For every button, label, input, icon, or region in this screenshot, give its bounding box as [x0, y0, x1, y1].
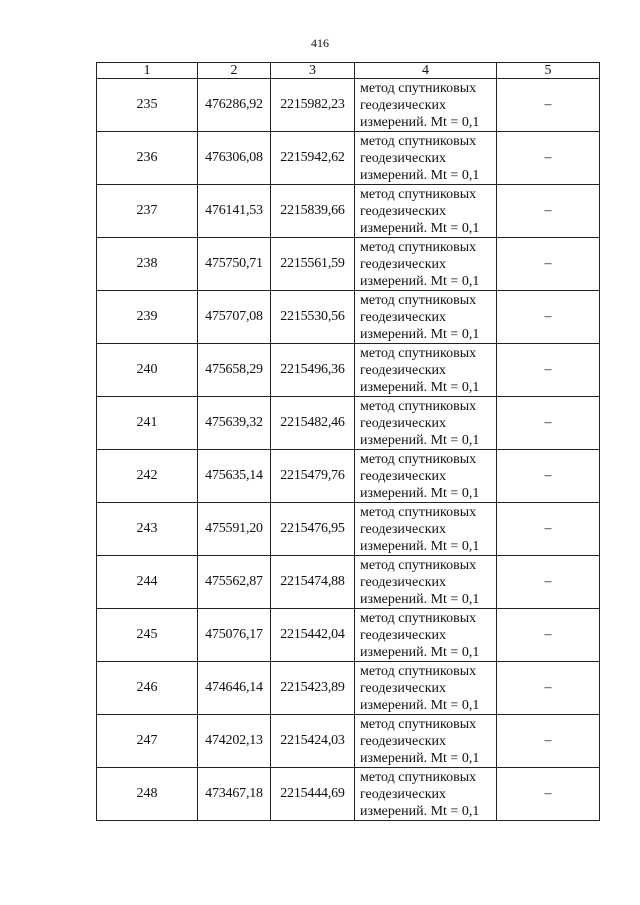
method-line: метод спутниковых: [360, 663, 477, 679]
point-number-cell: 239: [97, 291, 198, 344]
note-cell: –: [497, 556, 600, 609]
method-line: метод спутниковых: [360, 557, 477, 573]
method-line: геодезических: [360, 203, 447, 219]
method-line: измерений. Mt = 0,1: [360, 273, 480, 289]
x-coordinate-cell: 476141,53: [198, 185, 271, 238]
method-line: измерений. Mt = 0,1: [360, 379, 480, 395]
point-number-cell: 236: [97, 132, 198, 185]
x-coordinate-cell: 475750,71: [198, 238, 271, 291]
y-coordinate-cell: 2215982,23: [271, 79, 355, 132]
method-cell: [355, 556, 497, 609]
y-coordinate-cell: 2215496,36: [271, 344, 355, 397]
method-line: геодезических: [360, 150, 447, 166]
x-coordinate-cell: 475658,29: [198, 344, 271, 397]
point-number-cell: 240: [97, 344, 198, 397]
table-row: [97, 132, 600, 185]
point-number-cell: 246: [97, 662, 198, 715]
method-line: метод спутниковых: [360, 716, 477, 732]
header-row: [97, 63, 600, 79]
x-coordinate-cell: 474646,14: [198, 662, 271, 715]
method-line: геодезических: [360, 468, 447, 484]
y-coordinate-cell: 2215942,62: [271, 132, 355, 185]
note-cell: –: [497, 768, 600, 821]
method-line: геодезических: [360, 521, 447, 537]
note-cell: –: [497, 344, 600, 397]
method-line: геодезических: [360, 786, 447, 802]
method-line: метод спутниковых: [360, 186, 477, 202]
x-coordinate-cell: 475076,17: [198, 609, 271, 662]
table-row: [97, 185, 600, 238]
header-cell-3: 3: [271, 63, 355, 79]
header-cell-2: 2: [198, 63, 271, 79]
table-row: [97, 397, 600, 450]
note-cell: –: [497, 238, 600, 291]
method-cell: [355, 609, 497, 662]
table-row: [97, 662, 600, 715]
point-number-cell: 248: [97, 768, 198, 821]
method-cell: [355, 79, 497, 132]
method-cell: [355, 768, 497, 821]
method-line: измерений. Mt = 0,1: [360, 644, 480, 660]
method-line: метод спутниковых: [360, 504, 477, 520]
note-cell: –: [497, 79, 600, 132]
method-line: метод спутниковых: [360, 80, 477, 96]
table-row: [97, 344, 600, 397]
y-coordinate-cell: 2215424,03: [271, 715, 355, 768]
point-number-cell: 242: [97, 450, 198, 503]
y-coordinate-cell: 2215444,69: [271, 768, 355, 821]
note-cell: –: [497, 609, 600, 662]
method-line: метод спутниковых: [360, 292, 477, 308]
method-line: геодезических: [360, 733, 447, 749]
y-coordinate-cell: 2215479,76: [271, 450, 355, 503]
x-coordinate-cell: 476306,08: [198, 132, 271, 185]
y-coordinate-cell: 2215530,56: [271, 291, 355, 344]
method-line: измерений. Mt = 0,1: [360, 538, 480, 554]
point-number-cell: 237: [97, 185, 198, 238]
method-line: измерений. Mt = 0,1: [360, 697, 480, 713]
table-row: [97, 556, 600, 609]
method-line: геодезических: [360, 415, 447, 431]
method-cell: [355, 291, 497, 344]
point-number-cell: 241: [97, 397, 198, 450]
note-cell: –: [497, 291, 600, 344]
x-coordinate-cell: 475591,20: [198, 503, 271, 556]
table-row: [97, 503, 600, 556]
method-line: геодезических: [360, 309, 447, 325]
table-row: [97, 79, 600, 132]
method-line: геодезических: [360, 627, 447, 643]
note-cell: –: [497, 185, 600, 238]
point-number-cell: 244: [97, 556, 198, 609]
table-row: [97, 715, 600, 768]
method-cell: [355, 185, 497, 238]
method-line: геодезических: [360, 362, 447, 378]
coordinates-table: [96, 62, 600, 821]
method-line: измерений. Mt = 0,1: [360, 326, 480, 342]
table-row: [97, 238, 600, 291]
method-line: измерений. Mt = 0,1: [360, 591, 480, 607]
method-line: измерений. Mt = 0,1: [360, 114, 480, 130]
header-cell-4: 4: [355, 63, 497, 79]
table-row: [97, 609, 600, 662]
method-line: метод спутниковых: [360, 398, 477, 414]
method-line: метод спутниковых: [360, 610, 477, 626]
note-cell: –: [497, 503, 600, 556]
method-line: измерений. Mt = 0,1: [360, 167, 480, 183]
y-coordinate-cell: 2215839,66: [271, 185, 355, 238]
x-coordinate-cell: 475562,87: [198, 556, 271, 609]
method-line: измерений. Mt = 0,1: [360, 750, 480, 766]
x-coordinate-cell: 476286,92: [198, 79, 271, 132]
y-coordinate-cell: 2215482,46: [271, 397, 355, 450]
method-line: геодезических: [360, 574, 447, 590]
table-header: [97, 63, 600, 79]
point-number-cell: 235: [97, 79, 198, 132]
point-number-cell: 245: [97, 609, 198, 662]
note-cell: –: [497, 132, 600, 185]
note-cell: –: [497, 450, 600, 503]
method-cell: [355, 715, 497, 768]
method-line: измерений. Mt = 0,1: [360, 220, 480, 236]
y-coordinate-cell: 2215561,59: [271, 238, 355, 291]
method-line: геодезических: [360, 97, 447, 113]
header-cell-1: 1: [97, 63, 198, 79]
x-coordinate-cell: 475707,08: [198, 291, 271, 344]
note-cell: –: [497, 715, 600, 768]
page-number: 416: [311, 36, 329, 50]
method-line: метод спутниковых: [360, 451, 477, 467]
y-coordinate-cell: 2215474,88: [271, 556, 355, 609]
method-line: геодезических: [360, 256, 447, 272]
point-number-cell: 243: [97, 503, 198, 556]
method-line: геодезических: [360, 680, 447, 696]
x-coordinate-cell: 475635,14: [198, 450, 271, 503]
method-line: метод спутниковых: [360, 239, 477, 255]
table-row: [97, 450, 600, 503]
y-coordinate-cell: 2215442,04: [271, 609, 355, 662]
method-cell: [355, 397, 497, 450]
method-cell: [355, 450, 497, 503]
method-line: измерений. Mt = 0,1: [360, 803, 480, 819]
x-coordinate-cell: 473467,18: [198, 768, 271, 821]
note-cell: –: [497, 662, 600, 715]
y-coordinate-cell: 2215423,89: [271, 662, 355, 715]
method-cell: [355, 662, 497, 715]
method-cell: [355, 503, 497, 556]
method-cell: [355, 344, 497, 397]
point-number-cell: 247: [97, 715, 198, 768]
table-row: [97, 291, 600, 344]
point-number-cell: 238: [97, 238, 198, 291]
method-line: измерений. Mt = 0,1: [360, 485, 480, 501]
method-cell: [355, 238, 497, 291]
method-line: метод спутниковых: [360, 769, 477, 785]
table-body: [97, 79, 600, 821]
y-coordinate-cell: 2215476,95: [271, 503, 355, 556]
method-cell: [355, 132, 497, 185]
method-line: метод спутниковых: [360, 133, 477, 149]
header-cell-5: 5: [497, 63, 600, 79]
method-line: измерений. Mt = 0,1: [360, 432, 480, 448]
method-line: метод спутниковых: [360, 345, 477, 361]
note-cell: –: [497, 397, 600, 450]
x-coordinate-cell: 475639,32: [198, 397, 271, 450]
table-row: [97, 768, 600, 821]
x-coordinate-cell: 474202,13: [198, 715, 271, 768]
